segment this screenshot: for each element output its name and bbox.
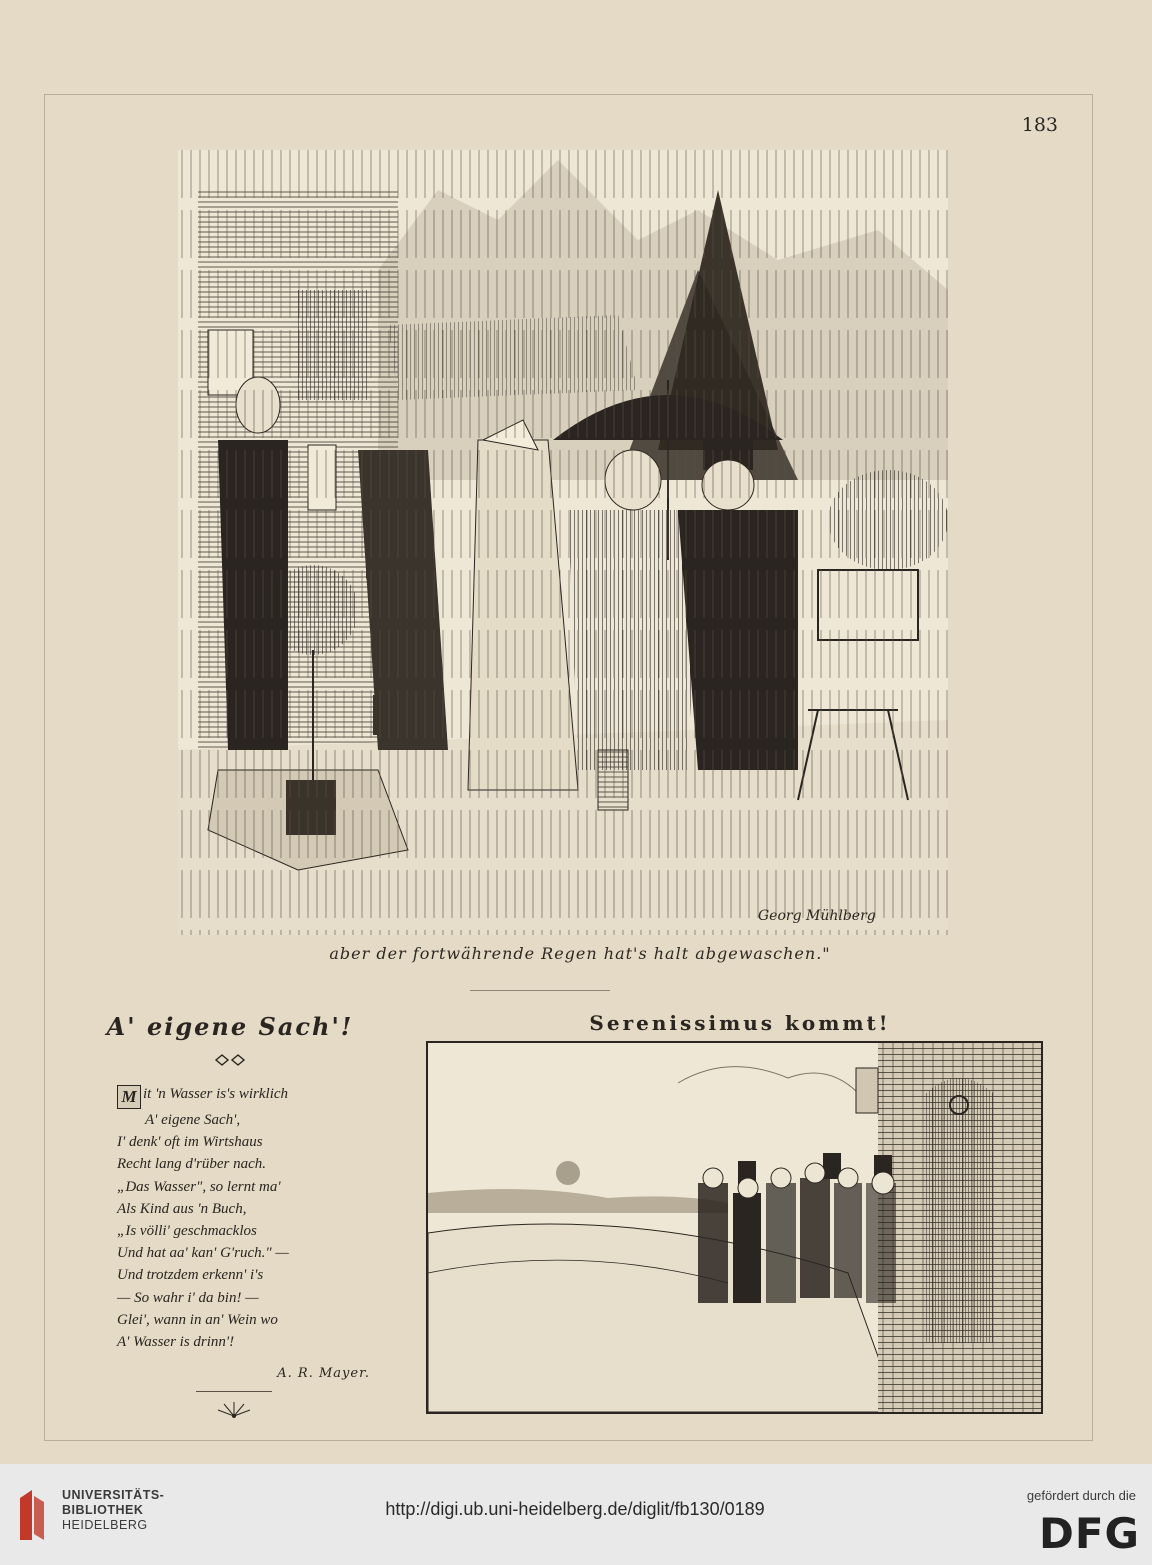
second-illustration xyxy=(426,1041,1043,1414)
poem-line: M it 'n Wasser is's wirklich xyxy=(117,1083,347,1109)
poem-line: Als Kind aus 'n Buch, xyxy=(117,1200,247,1217)
illustration-caption: aber der fortwährende Regen hat's halt abgewaschen." xyxy=(329,944,831,963)
main-illustration xyxy=(178,150,948,935)
university-library-logo-icon xyxy=(16,1486,46,1544)
page-number: 183 xyxy=(1021,114,1058,136)
poem-author: A. R. Mayer. xyxy=(277,1366,370,1381)
poem-line: A' Wasser is drinn'! xyxy=(117,1334,235,1351)
footer-bar xyxy=(0,1464,1152,1565)
dfg-logo: DFG xyxy=(1038,1509,1140,1558)
second-title: Serenissimus kommt! xyxy=(589,1011,891,1035)
poem-line: Und trotzdem erkenn' i's xyxy=(117,1267,264,1284)
poem-line: I' denk' oft im Wirtshaus xyxy=(117,1134,263,1151)
dignitaries-drawing xyxy=(428,1043,1041,1412)
poem-rule xyxy=(196,1391,272,1392)
permalink-url[interactable]: http://digi.ub.uni-heidelberg.de/diglit/fb130/0189 xyxy=(385,1499,765,1519)
poem-line: Glei', wann in an' Wein wo xyxy=(117,1311,278,1328)
ornament-icon xyxy=(212,1052,248,1068)
poem-title: A' eigene Sach'! xyxy=(106,1012,354,1041)
poem-line: „Das Wasser", so lernt ma' xyxy=(117,1178,281,1195)
rain-scene-drawing xyxy=(178,150,948,935)
poem-text xyxy=(117,1083,347,1353)
library-name: UNIVERSITÄTS- BIBLIOTHEK HEIDELBERG xyxy=(62,1488,165,1532)
funded-by-label: gefördert durch die xyxy=(1026,1488,1136,1503)
separator-rule xyxy=(470,990,610,991)
poem-line: Und hat aa' kan' G'ruch." — xyxy=(117,1245,289,1262)
tailpiece-ornament-icon xyxy=(212,1398,256,1418)
drop-cap: M xyxy=(117,1085,141,1109)
poem-line: Recht lang d'rüber nach. xyxy=(117,1156,267,1173)
poem-line: — So wahr i' da bin! — xyxy=(117,1289,259,1306)
poem-line: „Is völli' geschmacklos xyxy=(117,1223,257,1240)
poem-line: A' eigene Sach', xyxy=(145,1112,241,1128)
illustration-signature: Georg Mühlberg xyxy=(758,908,876,924)
